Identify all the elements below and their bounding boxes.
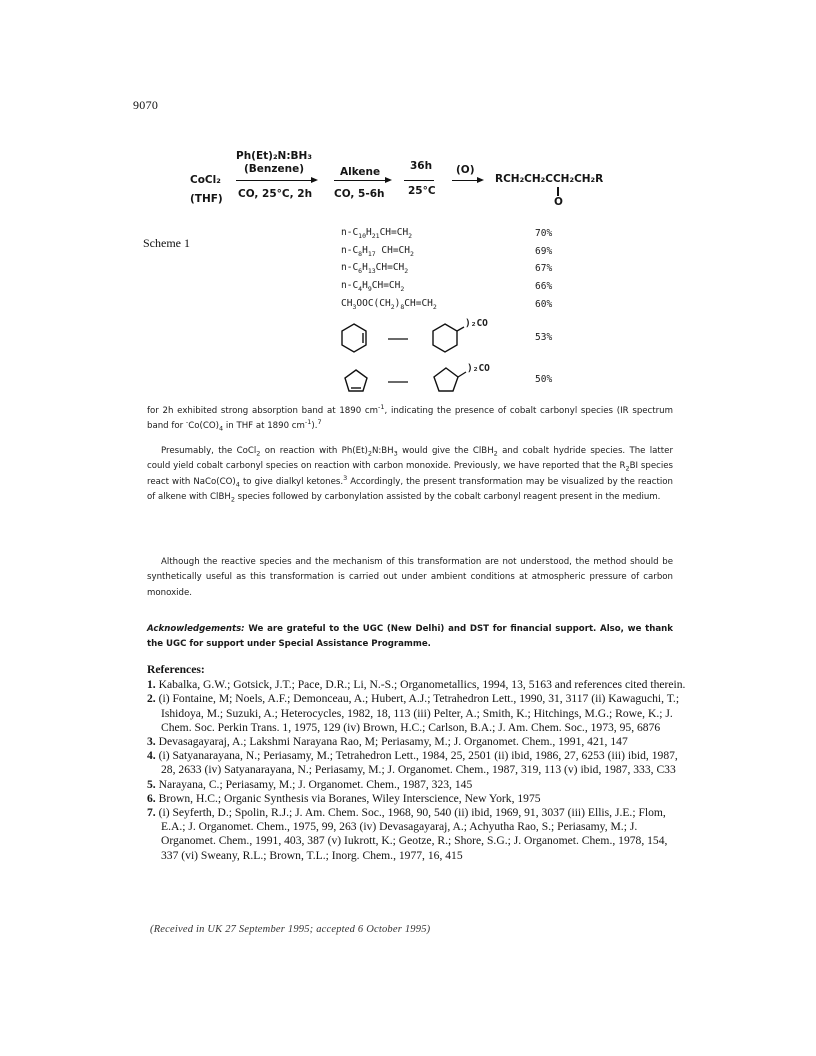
acknowledgements-heading: Acknowledgements:: [147, 624, 245, 634]
reference-item: 6. Brown, H.C.; Organic Synthesis via Boranes, Wiley Interscience, New York, 1975: [147, 791, 541, 805]
paragraph-ir-observation: for 2h exhibited strong absorption band at 1890 $cm^{-1}$, indicating the presence of cobalt carbonyl species (IR spectrum band for $^-Co(CO)_4$ in THF at 1890 $cm^{-1}).^7$: [147, 403, 674, 434]
yield-2: 69%: [535, 246, 553, 257]
step2-arrow: [334, 180, 390, 181]
cyclic-structures: [336, 316, 546, 416]
cyclohexyl-bond: [457, 327, 464, 331]
reference-item: 4. (i) Satyanarayana, N.; Periasamy, M.; Tetrahedron Lett., 1984, 25, 2501 (ii) ibid, 1986, 27, 6253 (iii) ibid, 1987, 28, 2633 (iv) Satyanarayana, N.; Periasamy, M.; J. Organomet. Chem., 1987, 319, 113 (v) ibid, 1987, 333, C33: [147, 749, 678, 777]
alkene-3: $n-C_6H_{13}CH=CH_2$: [341, 262, 409, 275]
cyclopentyl-ring: [434, 368, 458, 391]
step1-conditions: CO, 25°C, 2h: [238, 188, 313, 200]
step1-reagent: Ph(Et)₂N:BH₃: [236, 150, 312, 162]
alkene-2: $n-C_8H_{17}$ $CH=CH_2$: [341, 245, 414, 258]
alkene-4: $n-C_4H_9CH=CH_2$: [341, 280, 405, 293]
cyclopentyl-ketone-label: )₂CO: [467, 363, 490, 374]
step3-line: [404, 180, 434, 181]
references-section: [147, 663, 687, 863]
reference-item: 5. Narayana, C.; Periasamy, M.; J. Organomet. Chem., 1987, 323, 145: [147, 777, 473, 791]
yield-1: 70%: [535, 228, 553, 239]
step3-temp: 25°C: [408, 185, 436, 197]
step2-conditions: CO, 5-6h: [334, 188, 385, 200]
step3-time: 36h: [410, 160, 433, 172]
cyclopentyl-bond: [458, 372, 466, 377]
reference-item: 2. (i) Fontaine, M; Noels, A.F.; Demonceau, A.; Hubert, A.J.; Tetrahedron Lett., 1990, 31, 3117 (ii) Kawaguchi, T.; Ishidoya, M.; Suzuki, A.; Heterocycles, 1982, 18, 113 (iii) Pelter, A.; Smith, K.; Hitchings, M.G.; Rowe, K.; J. Chem. Soc. Perkin Trans. 1, 1975, 129 (iv) Brown, H.C.; Carlson, B.A.; J. Am. Chem. Soc., 1973, 95, 6876: [147, 692, 680, 734]
step4-arrow: [452, 180, 482, 181]
scheme-label: Scheme 1: [143, 236, 190, 250]
alkene-1: $n-C_{10}H_{21}CH=CH_2$: [341, 227, 413, 240]
paragraph-conclusion: Although the reactive species and the mechanism of this transformation are not understood, the method should be synthetically useful as this transformation is carried out under ambient conditions at atmospheric pressure of carbon monoxide.: [147, 557, 673, 598]
step1-arrow: [236, 180, 316, 181]
received-dates: (Received in UK 27 September 1995; accepted 6 October 1995): [150, 924, 431, 935]
acknowledgements: Acknowledgements: We are grateful to the UGC (New Delhi) and DST for financial support. Also, we thank the UGC for support under Special Assistance Programme.: [147, 624, 673, 650]
yield-3: 67%: [535, 263, 553, 274]
yield-6: 53%: [535, 332, 553, 343]
references-heading: References:: [147, 663, 205, 676]
step2-reagent: Alkene: [340, 166, 381, 178]
cyclohexyl-ketone-label: )₂CO: [465, 318, 488, 329]
reference-item: 1. Kabalka, G.W.; Gotsick, J.T.; Pace, D.R.; Li, N.-S.; Organometallics, 1994, 13, 5163 and references cited therein.: [147, 678, 686, 692]
paragraph-mechanism: Presumably, the CoCl$_2$ on reaction with $Ph(Et)_2N:BH_3$ would give the ClBH$_2$ and cobalt hydride species. The latter could yield cobalt carbonyl species on reaction with carbon monoxide. Previously, we have reported that the $R_2BI$ species react with $NaCo(CO)_4$ to give dialkyl ketones.$^3$ Accordingly, the present transformation may be visualized by the reaction of alkene with ClBH$_2$ species followed by carbonylation assisted by the cobalt carbonyl reagent present in the medium.: [147, 446, 673, 504]
step4-oxidant: (O): [456, 164, 475, 176]
yield-7: 50%: [535, 374, 553, 385]
yield-4: 66%: [535, 281, 553, 292]
page-number: 9070: [133, 98, 159, 112]
reactant-solvent: (THF): [190, 193, 223, 205]
ketone-product: RCH₂CH₂CCH₂CH₂R: [495, 173, 604, 185]
carbonyl-oxygen: O: [554, 196, 563, 208]
carbonyl-bond: [557, 187, 559, 196]
reference-item: 3. Devasagayaraj, A.; Lakshmi Narayana Rao, M; Periasamy, M.; J. Organomet. Chem., 1991, 421, 147: [147, 735, 628, 749]
alkene-5: $CH_3OOC(CH_2)_8CH=CH_2$: [341, 298, 437, 311]
reference-item: 7. (i) Seyferth, D.; Spolin, R.J.; J. Am. Chem. Soc., 1968, 90, 540 (ii) ibid, 1969, 91, 3037 (iii) Ellis, J.E.; Flom, E.A.; J. Organomet. Chem., 1975, 99, 263 (iv) Devasagayaraj, A.; Achyutha Rao, S.; Periasamy, M.; J. Organomet. Chem., 1991, 403, 387 (v) Iukrott, K.; Geotze, R.; Shore, S.G.; J. Organomet. Chem., 1978, 154, 337 (vi) Sweany, R.L.; Brown, T.L.; Inorg. Chem., 1977, 16, 415: [147, 806, 668, 862]
cyclohexyl-ring: [433, 324, 457, 352]
yield-5: 60%: [535, 299, 553, 310]
step1-solvent: (Benzene): [244, 163, 305, 175]
reactant: CoCl₂: [190, 174, 221, 186]
